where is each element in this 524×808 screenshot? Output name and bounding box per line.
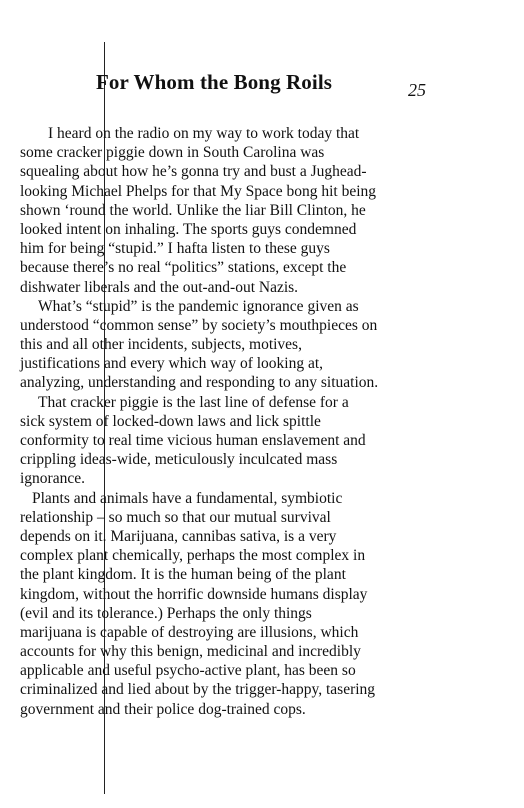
text-line: because there’s no real “politics” stations, except the	[20, 259, 347, 277]
text-line: sick system of locked-down laws and lick spittle	[20, 412, 321, 430]
text-line: Plants and animals have a fundamental, symbiotic	[32, 489, 343, 507]
text-line: dishwater liberals and the out-and-out Nazis.	[20, 278, 299, 296]
text-line: conformity to real time vicious human enslavement and	[20, 432, 366, 449]
document-title: For Whom the Bong Roils	[96, 70, 333, 94]
text-line: I heard on the radio on my way to work today that	[48, 125, 360, 142]
text-line: depends on it. Marijuana, cannibas sativa, is a very	[20, 527, 337, 545]
page-number: 25	[408, 80, 426, 100]
text-line: accounts for why this benign, medicinal and incredibly	[20, 643, 361, 661]
text-line: ignorance.	[20, 470, 85, 488]
text-line: justifications and every which way of looking at,	[20, 355, 324, 373]
text-line: government and their police dog-trained cops.	[20, 700, 306, 718]
text-line: analyzing, understanding and responding to any situation.	[20, 374, 379, 392]
text-line: marijuana is capable of destroying are illusions, which	[20, 623, 359, 641]
text-line: crippling ideas-wide, meticulously inculcated mass	[20, 451, 338, 469]
body-text	[20, 124, 520, 719]
text-line: criminalized and lied about by the trigger-happy, tasering	[20, 681, 376, 699]
text-line: squealing about how he’s gonna try and bust a Jughead-	[20, 163, 367, 181]
text-line: some cracker piggie down in South Carolina was	[20, 144, 325, 162]
text-line: shown ‘round the world. Unlike the liar Bill Clinton, he	[20, 201, 366, 219]
text-line: looked intent on inhaling. The sports guys condemned	[20, 220, 357, 238]
text-line: (evil and its tolerance.) Perhaps the only things	[20, 604, 312, 622]
text-line: applicable and useful psycho-active plant, has been so	[20, 662, 356, 680]
text-line: That cracker piggie is the last line of defense for a	[38, 393, 349, 411]
text-line: relationship – so much so that our mutual survival	[20, 508, 331, 526]
text-line: the plant kingdom. It is the human being of the plant	[20, 566, 346, 584]
text-line: What’s “stupid” is the pandemic ignorance given as	[38, 297, 359, 315]
text-line: understood “common sense” by society’s mouthpieces on	[20, 316, 378, 334]
text-line: kingdom, without the horrific downside humans display	[20, 585, 368, 603]
text-line: looking Michael Phelps for that My Space bong hit being	[20, 182, 377, 200]
text-line: this and all other incidents, subjects, motives,	[20, 336, 302, 354]
text-line: him for being “stupid.” I hafta listen to these guys	[20, 240, 330, 258]
text-line: complex plant chemically, perhaps the most complex in	[20, 547, 366, 565]
